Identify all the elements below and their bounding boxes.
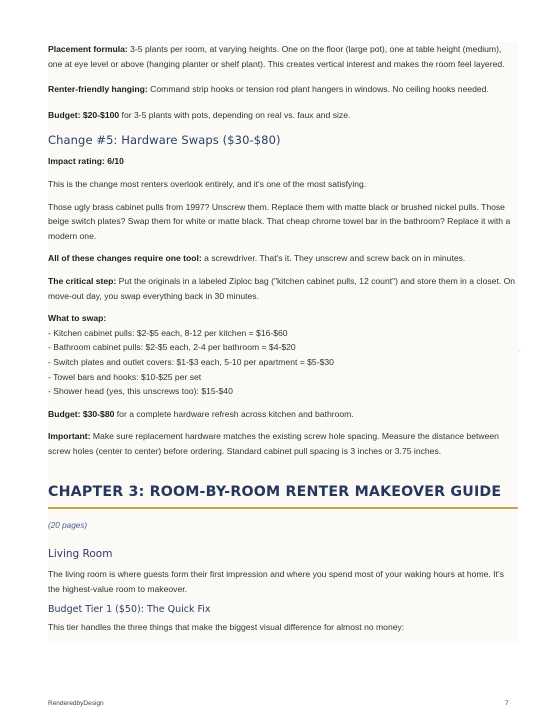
tool-paragraph	[48, 251, 518, 266]
swap-list-heading: What to swap:	[48, 313, 107, 324]
change5-budget-text: for a complete hardware refresh across kitchen and bathroom.	[114, 408, 354, 419]
impact-rating: Impact rating: 6/10	[48, 156, 124, 167]
change5-description: Those ugly brass cabinet pulls from 1997? Unscrew them. Replace them with matte black or brushed nickel pulls. Those beige switch plates? Swap them for white or matte black. That cheap chrome towel bar in the bathroom? Replace it with a modern one.	[48, 201, 511, 241]
room-intro: The living room is where guests form their first impression and where you spend most of your waking hours at home. It's the highest-value room to makeover.	[48, 569, 504, 594]
critical-paragraph	[48, 274, 518, 303]
important-text: Make sure replacement hardware matches the existing screw hole spacing. Measure the distance between screw holes (center to center) before ordering. Standard cabinet pull spacing is 3 inches or 3.75 inches.	[48, 431, 499, 456]
change5-intro: This is the change most renters overlook entirely, and it's one of the most satisfying.	[48, 178, 367, 189]
page-content	[48, 42, 518, 643]
footer-brand: RenderedbyDesign	[48, 700, 104, 707]
list-item: - Switch plates and outlet covers: $1-$3 each, 5-10 per apartment = $5-$30	[48, 356, 334, 367]
change5-budget-label: Budget: $30-$80	[48, 408, 115, 419]
important-paragraph	[48, 429, 518, 458]
tier-intro: This tier handles the three things that make the biggest visual difference for almost no money:	[48, 622, 405, 633]
placement-label: Placement formula:	[48, 44, 128, 54]
important-label: Important:	[48, 431, 91, 442]
intro-budget-label: Budget: $20-$100	[48, 109, 120, 120]
list-item: - Shower head (yes, this unscrews too): $15-$40	[48, 386, 233, 397]
chapter-title: CHAPTER 3: ROOM-BY-ROOM RENTER MAKEOVER GUIDE	[48, 484, 518, 509]
hanging-label: Renter-friendly hanging:	[48, 84, 148, 95]
intro-budget-paragraph	[48, 108, 518, 123]
list-item: - Kitchen cabinet pulls: $2-$5 each, 8-12 per kitchen = $16-$60	[48, 327, 288, 338]
tool-label: All of these changes require one tool:	[48, 253, 202, 264]
intro-budget-text: for 3-5 plants with pots, depending on real vs. faux and size.	[119, 109, 351, 120]
tool-text: a screwdriver. That's it. They unscrew and screw back on in minutes.	[201, 253, 466, 264]
tier-heading: Budget Tier 1 ($50): The Quick Fix	[48, 604, 211, 616]
change5-budget-paragraph	[48, 407, 518, 422]
critical-label: The critical step:	[48, 275, 117, 286]
chapter-page-count: (20 pages)	[48, 521, 88, 531]
list-item: - Bathroom cabinet pulls: $2-$5 each, 2-4 per bathroom = $4-$20	[48, 342, 296, 353]
critical-text: Put the originals in a labeled Ziploc bag ("kitchen cabinet pulls, 12 count") and store them in a closet. On move-out day, you swap everything back in 30 minutes.	[48, 275, 516, 301]
placement-paragraph	[48, 42, 518, 71]
placement-text: 3-5 plants per room, at varying heights. One on the floor (large pot), one at table height (medium), one at eye level or above (hanging planter or shelf plant). This creates vertical interest and makes the room feel layered.	[48, 44, 505, 69]
change5-heading: Change #5: Hardware Swaps ($30-$80)	[48, 133, 281, 148]
list-item: - Towel bars and hooks: $10-$25 per set	[48, 371, 202, 382]
hanging-paragraph	[48, 82, 518, 97]
hanging-text: Command strip hooks or tension rod plant hangers in windows. No ceiling hooks needed.	[147, 84, 489, 95]
room-heading: Living Room	[48, 548, 113, 561]
page-number: 7	[505, 700, 509, 707]
swap-list	[48, 311, 518, 399]
